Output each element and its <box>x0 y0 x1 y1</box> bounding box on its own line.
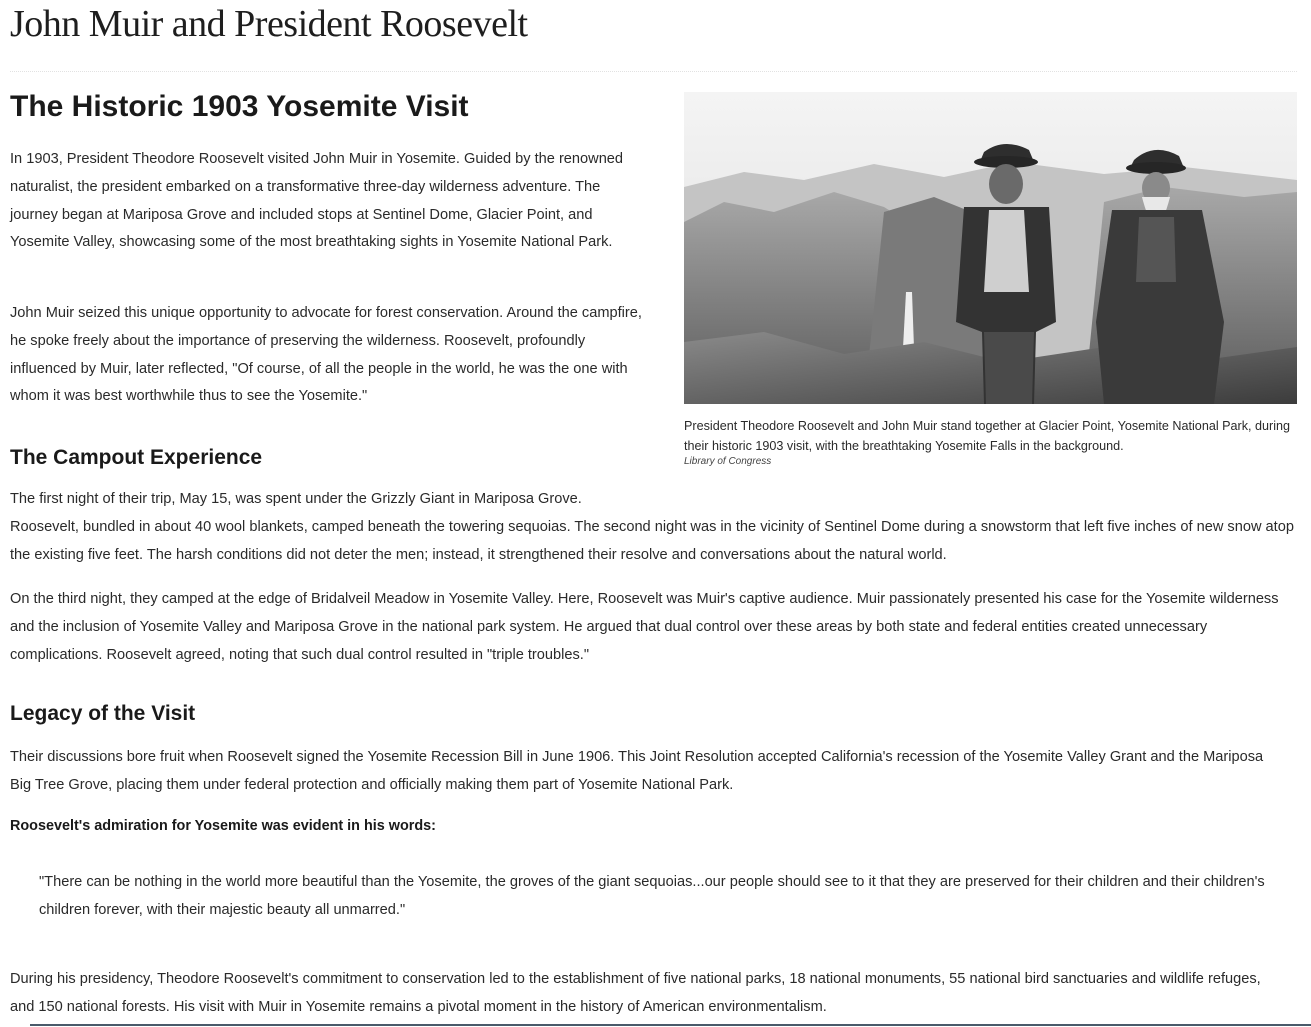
campout-paragraph-1-line-1: The first night of their trip, May 15, was spent under the Grizzly Giant in Mariposa Grove. <box>10 491 582 507</box>
visit-heading: The Historic 1903 Yosemite Visit <box>10 90 469 123</box>
roosevelt-muir-photo <box>684 92 1297 404</box>
legacy-paragraph-1: Their discussions bore fruit when Roosevelt signed the Yosemite Recession Bill in June 1906. This Joint Resolution accepted California's recession of the Yosemite Valley Grant and the Mariposa Big Tree Grove, placing them under federal protection and officially making them part of Yosemite National Park. <box>10 749 1264 793</box>
legacy-heading: Legacy of the Visit <box>10 702 196 725</box>
photo-credit: Library of Congress <box>684 456 772 467</box>
photo-caption: President Theodore Roosevelt and John Muir stand together at Glacier Point, Yosemite National Park, during their historic 1903 visit, with the breathtaking Yosemite Falls in the background. <box>684 419 1291 453</box>
visit-paragraph-2: John Muir seized this unique opportunity to advocate for forest conservation. Around the campfire, he spoke freely about the importance of preserving the wilderness. Roosevelt, profoundly influenced by Muir, later reflected, "Of course, of all the people in the world, he was the one with whom it was best worthwhile thus to see the Yosemite." <box>10 305 642 405</box>
bottom-rule <box>30 1024 1311 1026</box>
campout-paragraph-2: On the third night, they camped at the edge of Bridalveil Meadow in Yosemite Valley. Here, Roosevelt was Muir's captive audience. Muir passionately presented his case for the Yosemite wilderness and the inclusion of Yosemite Valley and Mariposa Grove in the national park system. He argued that dual control over these areas by both state and federal entities created unnecessary complications. Roosevelt agreed, noting that such dual control resulted in "triple troubles." <box>10 591 1279 663</box>
campout-heading: The Campout Experience <box>10 446 263 469</box>
campout-paragraph-1-rest: Roosevelt, bundled in about 40 wool blankets, camped beneath the towering sequoias. The second night was in the vicinity of Sentinel Dome during a snowstorm that left five inches of new snow atop the existing five feet. The harsh conditions did not deter the men; instead, it strengthened their resolve and conversations about the natural world. <box>10 519 1294 563</box>
admiration-line: Roosevelt's admiration for Yosemite was evident in his words: <box>10 818 436 834</box>
title-divider <box>10 71 1297 72</box>
closing-paragraph: During his presidency, Theodore Roosevelt's commitment to conservation led to the establishment of five national parks, 18 national monuments, 55 national bird sanctuaries and wildlife refuges, and 150 national forests. His visit with Muir in Yosemite remains a pivotal moment in the history of American environmentalism. <box>10 971 1261 1015</box>
photo-figure <box>684 92 1297 467</box>
page-title: John Muir and President Roosevelt <box>10 3 528 45</box>
visit-paragraph-1: In 1903, President Theodore Roosevelt visited John Muir in Yosemite. Guided by the renowned naturalist, the president embarked on a transformative three-day wilderness adventure. The journey began at Mariposa Grove and included stops at Sentinel Dome, Glacier Point, and Yosemite Valley, showcasing some of the most breathtaking sights in Yosemite National Park. <box>10 151 624 251</box>
roosevelt-quote: "There can be nothing in the world more beautiful than the Yosemite, the groves of the giant sequoias...our people should see to it that they are preserved for their children and their children's children forever, with their majestic beauty all unmarred." <box>39 874 1265 918</box>
